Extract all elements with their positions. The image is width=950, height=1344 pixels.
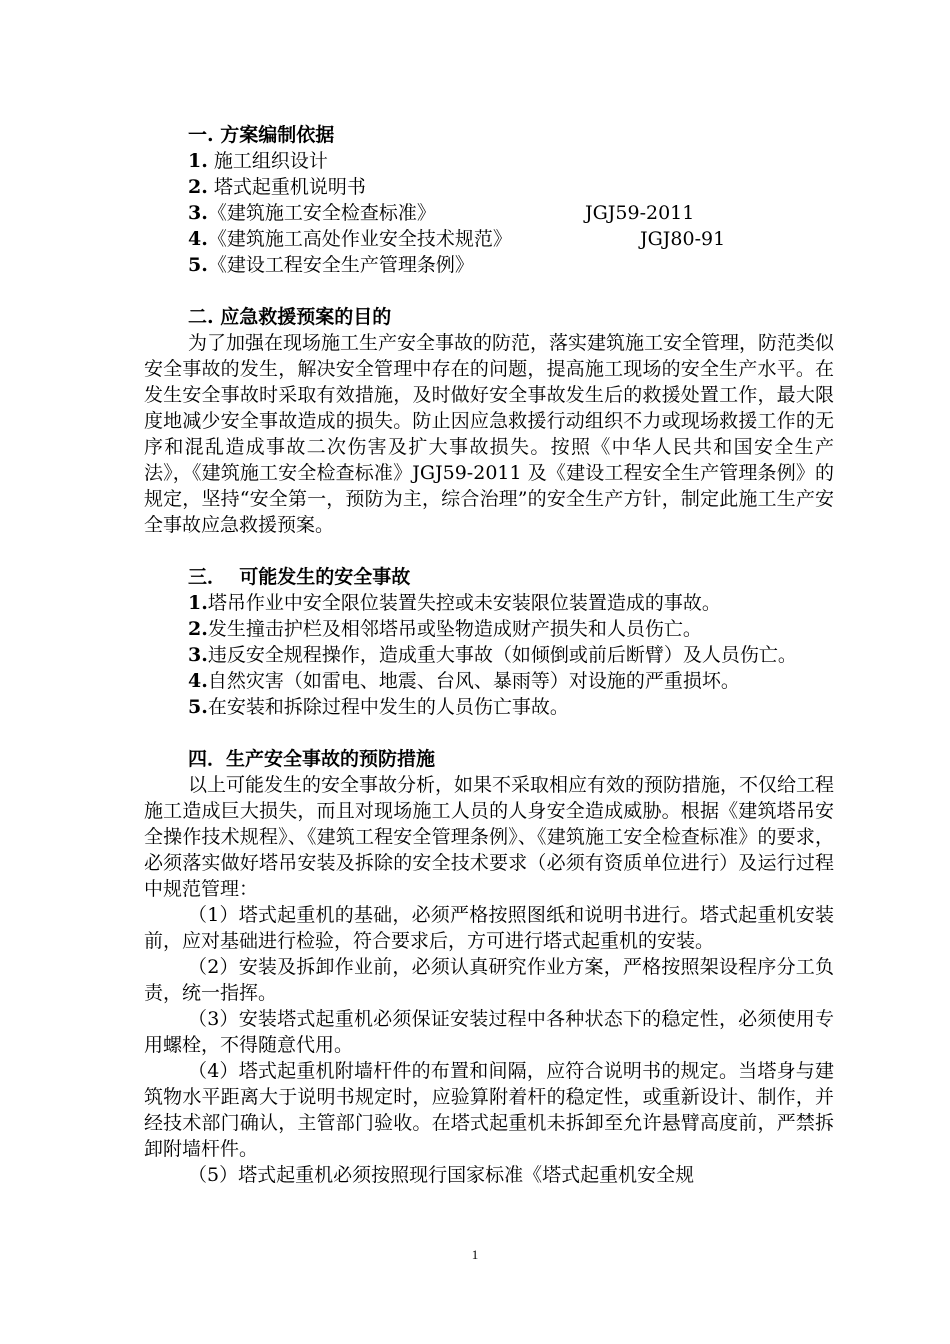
item-number: 1. — [188, 592, 208, 614]
item-number: 3. — [188, 202, 208, 224]
item-text: 在安装和拆除过程中发生的人员伤亡事故。 — [207, 696, 569, 718]
item-number: 5. — [188, 254, 208, 276]
list-item — [144, 200, 834, 226]
item-text: 塔吊作业中安全限位装置失控或未安装限位装置造成的事故。 — [207, 592, 721, 614]
item-text: 《建设工程安全生产管理条例》 — [207, 254, 474, 276]
list-item — [144, 174, 834, 200]
page-number: 1 — [471, 1247, 479, 1262]
measure-paragraph: （5）塔式起重机必须按照现行国家标准《塔式起重机安全规 — [188, 1164, 695, 1186]
item-text: 《建筑施工高处作业安全技术规范》 — [207, 228, 512, 250]
section-heading: 三． 可能发生的安全事故 — [188, 566, 411, 588]
list-item — [144, 226, 834, 252]
list-item — [144, 668, 834, 694]
section-heading: 二. 应急救援预案的目的 — [188, 306, 392, 328]
item-number: 5. — [188, 696, 208, 718]
measure-paragraph: （3）安装塔式起重机必须保证安装过程中各种状态下的稳定性，必须使用专用螺栓，不得随意代用。 — [144, 1008, 834, 1056]
item-number: 2. — [188, 176, 208, 198]
standard-code: JGJ59-2011 — [585, 202, 695, 224]
item-text: 发生撞击护栏及相邻塔吊或坠物造成财产损失和人员伤亡。 — [207, 618, 702, 640]
list-item — [144, 148, 834, 174]
item-text: 自然灾害（如雷电、地震、台风、暴雨等）对设施的严重损坏。 — [207, 670, 740, 692]
body-paragraph: 以上可能发生的安全事故分析，如果不采取相应有效的预防措施，不仅给工程施工造成巨大损失，而且对现场施工人员的人身安全造成威胁。根据《建筑塔吊安全操作技术规程》、《建筑工程安全管理条例》、《建筑施工安全检查标准》的要求，必须落实做好塔吊安装及拆除的安全技术要求（必须有资质单位进行）及运行过程中规范管理： — [144, 774, 835, 900]
document-body — [144, 122, 834, 1188]
measure-paragraph: （4）塔式起重机附墙杆件的布置和间隔，应符合说明书的规定。当塔身与建筑物水平距离大于说明书规定时，应验算附着杆的稳定性，或重新设计、制作，并经技术部门确认，主管部门验收。在塔式起重机未拆卸至允许悬臂高度前，严禁拆卸附墙杆件。 — [144, 1060, 834, 1160]
list-item — [144, 616, 834, 642]
item-number: 1. — [188, 150, 208, 172]
item-number: 2. — [188, 618, 208, 640]
list-item — [144, 252, 834, 278]
item-number: 4. — [188, 228, 208, 250]
item-number: 4. — [188, 670, 208, 692]
standard-code: JGJ80-91 — [640, 228, 726, 250]
item-text: 塔式起重机说明书 — [207, 176, 366, 198]
list-item — [144, 590, 834, 616]
body-paragraph: 为了加强在现场施工生产安全事故的防范，落实建筑施工安全管理，防范类似安全事故的发生，解决安全管理中存在的问题，提高施工现场的安全生产水平。在发生安全事故时采取有效措施，及时做好安全事故发生后的救援处置工作，最大限度地减少安全事故造成的损失。防止因应急救援行动组织不力或现场救援工作的无序和混乱造成事故二次伤害及扩大事故损失。按照《中华人民共和国安全生产法》，《建筑施工安全检查标准》JGJ59-2011 及《建设工程安全生产管理条例》的规定，坚持“安全第一，预防为主，综合治理”的安全生产方针，制定此施工生产安全事故应急救援预案。 — [144, 332, 835, 536]
item-text: 违反安全规程操作，造成重大事故（如倾倒或前后断臂）及人员伤亡。 — [207, 644, 797, 666]
section-heading: 一. 方案编制依据 — [188, 124, 335, 146]
list-item — [144, 642, 834, 668]
item-text: 施工组织设计 — [207, 150, 328, 172]
list-item — [144, 694, 834, 720]
section-heading: 四．生产安全事故的预防措施 — [188, 748, 436, 770]
measure-paragraph: （2）安装及拆卸作业前，必须认真研究作业方案，严格按照架设程序分工负责，统一指挥。 — [144, 956, 834, 1004]
measure-paragraph: （1）塔式起重机的基础，必须严格按照图纸和说明书进行。塔式起重机安装前，应对基础进行检验，符合要求后，方可进行塔式起重机的安装。 — [144, 904, 834, 952]
item-text: 《建筑施工安全检查标准》 — [207, 202, 436, 224]
item-number: 3. — [188, 644, 208, 666]
